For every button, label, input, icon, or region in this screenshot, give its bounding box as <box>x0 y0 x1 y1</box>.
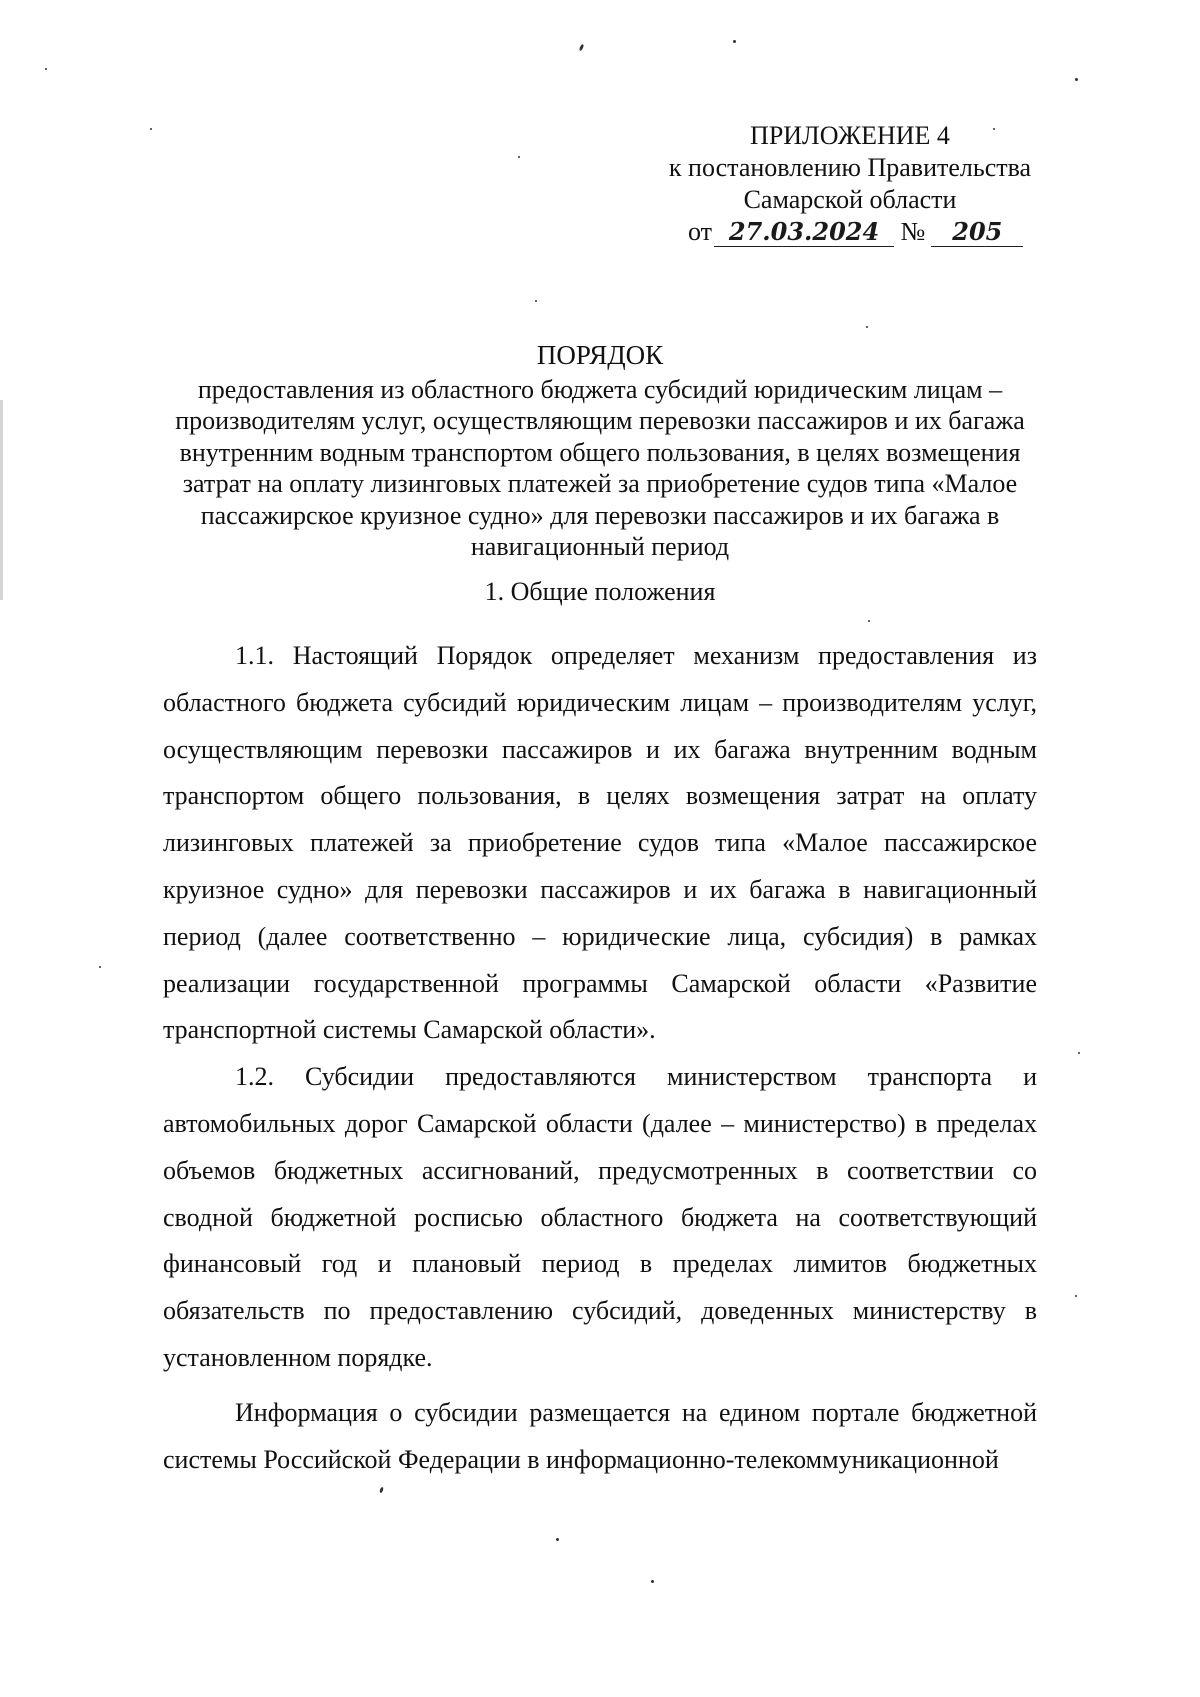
paragraph-information: Информация о субсидии размещается на едином портале бюджетной системы Российской Федерации в информационно-телекоммуникационной <box>163 1397 1037 1474</box>
scan-speck <box>868 620 870 622</box>
annex-line-region: Самарской области <box>743 185 957 214</box>
subtitle-line: затрат на оплату лизинговых платежей за приобретение судов типа «Малое <box>182 469 1018 498</box>
subtitle-line: внутренним водным транспортом общего пользования, в целях возмещения <box>179 437 1021 467</box>
document-title: ПОРЯДОК <box>536 340 664 370</box>
scan-speck <box>556 1538 559 1541</box>
scan-speck <box>379 1487 384 1494</box>
scan-speck <box>1078 1052 1080 1054</box>
annex-title: ПРИЛОЖЕНИЕ 4 <box>750 121 950 150</box>
scan-speck <box>1075 1295 1077 1297</box>
scan-speck <box>45 68 47 70</box>
subtitle-line: пассажирское круизное судно» для перевозки пассажиров и их багажа в <box>200 500 1000 530</box>
paragraph-1-2: 1.2. Субсидии предоставляются министерством транспорта и автомобильных дорог Самарской области (далее – министерство) в пределах объемов бюджетных ассигнований, предусмотренных в соответствии со сводной бюджетной росписью областного бюджета на соответствующий финансовый год и плановый период в пределах лимитов бюджетных обязательств по предоставлению субсидий, доведенных министерству в установленном порядке. <box>163 1062 1037 1372</box>
paragraph-1-1: 1.1. Настоящий Порядок определяет механизм предоставления из областного бюджета субсидий юридическим лицам – производителям услуг, осуществляющим перевозки пассажиров и их багажа внутренним водным транспортом общего пользования, в целях возмещения затрат на оплату лизинговых платежей за приобретение судов типа «Малое пассажирское круизное судно» для перевозки пассажиров и их багажа в навигационный период (далее соответственно – юридические лица, субсидия) в рамках реализации государственной программы Самарской области «Развитие транспортной системы Самарской области». <box>163 641 1037 1045</box>
date-prefix: от <box>688 217 713 246</box>
subtitle-line: предоставления из областного бюджета субсидий юридическим лицам – <box>197 374 1003 404</box>
scan-speck <box>99 966 101 968</box>
subtitle-line: производителям услуг, осуществляющим перевозки пассажиров и их багажа <box>175 406 1025 435</box>
scan-speck <box>518 156 520 158</box>
subtitle-line: навигационный период <box>470 532 730 561</box>
handwritten-number: 205 <box>931 218 1023 247</box>
annex-line-resolution: к постановлению Правительства <box>668 153 1032 182</box>
handwritten-date: 27.03.2024 <box>714 218 894 247</box>
scan-speck <box>150 128 152 130</box>
annex-header <box>620 120 1080 248</box>
scan-speck <box>651 1580 654 1583</box>
body-text <box>163 633 1037 1483</box>
scan-speck <box>579 44 585 52</box>
scan-speck <box>535 300 537 302</box>
scan-speck <box>866 326 868 328</box>
scan-margin-mark <box>0 400 3 600</box>
number-prefix: № <box>900 217 926 246</box>
scan-speck <box>733 40 736 43</box>
section-heading: 1. Общие положения <box>484 577 716 606</box>
document-title-block <box>130 340 1070 563</box>
annex-date-line <box>620 216 1080 248</box>
scan-speck <box>1075 78 1078 81</box>
